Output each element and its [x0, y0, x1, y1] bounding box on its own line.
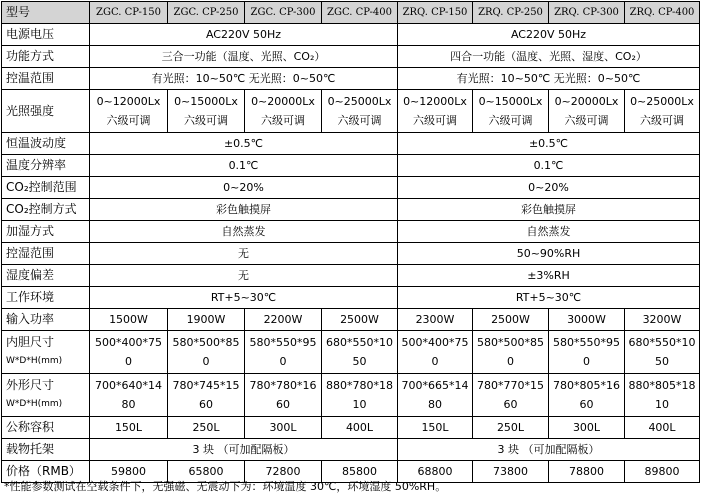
cell-capacity: 300L — [549, 417, 625, 439]
row-label: 载物托架 — [2, 439, 90, 461]
cell-capacity: 150L — [90, 417, 168, 439]
row-label: 公称容积 — [2, 417, 90, 439]
cell-inner-size: 500*400*75 0 — [90, 331, 168, 374]
cell-zrq: ±3%RH — [398, 265, 700, 287]
row-label: CO₂控制方式 — [2, 199, 90, 221]
model-name: ZRQ. CP-150 — [398, 2, 473, 24]
cell-power: 2200W — [245, 309, 322, 331]
cell-inner-size: 580*550*95 0 — [245, 331, 322, 374]
cell-light: 0~25000Lx 六级可调 — [322, 90, 398, 133]
cell-power: 2500W — [322, 309, 398, 331]
row-label: 控温范围 — [2, 68, 90, 90]
cell-zgc: 0.1℃ — [90, 155, 398, 177]
cell-capacity: 400L — [322, 417, 398, 439]
row-outer-size — [2, 374, 700, 417]
row-label: 控湿范围 — [2, 243, 90, 265]
row-label: 光照强度 — [2, 90, 90, 133]
cell-inner-size: 680*550*10 50 — [625, 331, 700, 374]
cell-zgc: 3 块 （可加配隔板） — [90, 439, 398, 461]
cell-zrq: 有光照：10~50℃ 无光照：0~50℃ — [398, 68, 700, 90]
cell-zgc: 自然蒸发 — [90, 221, 398, 243]
cell-light: 0~20000Lx 六级可调 — [245, 90, 322, 133]
cell-power: 3200W — [625, 309, 700, 331]
cell-light: 0~12000Lx 六级可调 — [398, 90, 473, 133]
row-label: 内胆尺寸 W*D*H(mm) — [2, 331, 90, 374]
row-light-intensity — [2, 90, 700, 133]
header-row — [2, 2, 700, 24]
row-co2-range — [2, 177, 700, 199]
row-capacity — [2, 417, 700, 439]
row-environment — [2, 287, 700, 309]
model-name: ZGC. CP-400 — [322, 2, 398, 24]
row-humidity-range — [2, 243, 700, 265]
model-name: ZRQ. CP-400 — [625, 2, 700, 24]
cell-power: 2300W — [398, 309, 473, 331]
row-label: 加湿方式 — [2, 221, 90, 243]
row-label: CO₂控制范围 — [2, 177, 90, 199]
cell-zgc: ±0.5℃ — [90, 133, 398, 155]
cell-power: 1500W — [90, 309, 168, 331]
cell-capacity: 250L — [473, 417, 549, 439]
cell-zgc: 无 — [90, 243, 398, 265]
cell-zrq: 0.1℃ — [398, 155, 700, 177]
cell-inner-size: 580*550*95 0 — [549, 331, 625, 374]
cell-price: 68800 — [398, 461, 473, 483]
row-label: 外形尺寸 W*D*H(mm) — [2, 374, 90, 417]
cell-zrq: ±0.5℃ — [398, 133, 700, 155]
row-label: 温度分辨率 — [2, 155, 90, 177]
cell-zrq: 自然蒸发 — [398, 221, 700, 243]
row-label: 工作环境 — [2, 287, 90, 309]
cell-outer-size: 880*805*18 10 — [625, 374, 700, 417]
model-name: ZGC. CP-150 — [90, 2, 168, 24]
cell-zgc: AC220V 50Hz — [90, 24, 398, 46]
row-function — [2, 46, 700, 68]
cell-zrq: 四合一功能（温度、光照、湿度、CO₂） — [398, 46, 700, 68]
cell-price: 59800 — [90, 461, 168, 483]
row-co2-control — [2, 199, 700, 221]
cell-inner-size: 580*500*85 0 — [473, 331, 549, 374]
cell-inner-size: 580*500*85 0 — [168, 331, 245, 374]
cell-inner-size: 500*400*75 0 — [398, 331, 473, 374]
cell-price: 65800 — [168, 461, 245, 483]
row-humidity-deviation — [2, 265, 700, 287]
cell-price: 85800 — [322, 461, 398, 483]
row-power-supply — [2, 24, 700, 46]
cell-power: 1900W — [168, 309, 245, 331]
row-label: 恒温波动度 — [2, 133, 90, 155]
model-name: ZRQ. CP-250 — [473, 2, 549, 24]
cell-light: 0~25000Lx 六级可调 — [625, 90, 700, 133]
cell-outer-size: 700*640*14 80 — [90, 374, 168, 417]
row-input-power — [2, 309, 700, 331]
cell-power: 2500W — [473, 309, 549, 331]
cell-capacity: 250L — [168, 417, 245, 439]
cell-outer-size: 780*805*16 60 — [549, 374, 625, 417]
row-inner-size — [2, 331, 700, 374]
spec-table — [1, 1, 700, 483]
cell-light: 0~15000Lx 六级可调 — [168, 90, 245, 133]
cell-capacity: 300L — [245, 417, 322, 439]
row-temp-resolution — [2, 155, 700, 177]
cell-zrq: 0~20% — [398, 177, 700, 199]
cell-zgc: RT+5~30℃ — [90, 287, 398, 309]
cell-light: 0~20000Lx 六级可调 — [549, 90, 625, 133]
cell-capacity: 150L — [398, 417, 473, 439]
cell-outer-size: 780*780*16 60 — [245, 374, 322, 417]
row-label: 电源电压 — [2, 24, 90, 46]
cell-price: 73800 — [473, 461, 549, 483]
row-label: 湿度偏差 — [2, 265, 90, 287]
cell-power: 3000W — [549, 309, 625, 331]
cell-zrq: AC220V 50Hz — [398, 24, 700, 46]
footnote: *性能参数测试在空载条件下，无强磁、无震动下为：环境温度 30℃，环境湿度 50%RH。 — [4, 480, 447, 493]
row-label: 功能方式 — [2, 46, 90, 68]
cell-light: 0~12000Lx 六级可调 — [90, 90, 168, 133]
cell-outer-size: 780*770*15 60 — [473, 374, 549, 417]
cell-zgc: 有光照：10~50℃ 无光照：0~50℃ — [90, 68, 398, 90]
row-temp-range — [2, 68, 700, 90]
cell-zgc: 三合一功能（温度、光照、CO₂） — [90, 46, 398, 68]
model-name: ZGC. CP-300 — [245, 2, 322, 24]
row-shelves — [2, 439, 700, 461]
cell-zgc: 无 — [90, 265, 398, 287]
header-label: 型号 — [2, 2, 90, 24]
cell-zrq: RT+5~30℃ — [398, 287, 700, 309]
cell-capacity: 400L — [625, 417, 700, 439]
cell-price: 72800 — [245, 461, 322, 483]
row-humidify-method — [2, 221, 700, 243]
cell-inner-size: 680*550*10 50 — [322, 331, 398, 374]
model-name: ZRQ. CP-300 — [549, 2, 625, 24]
cell-zgc: 彩色触摸屏 — [90, 199, 398, 221]
cell-price: 78800 — [549, 461, 625, 483]
cell-light: 0~15000Lx 六级可调 — [473, 90, 549, 133]
cell-zrq: 3 块 （可加配隔板） — [398, 439, 700, 461]
cell-zrq: 彩色触摸屏 — [398, 199, 700, 221]
cell-outer-size: 780*745*15 60 — [168, 374, 245, 417]
row-label: 输入功率 — [2, 309, 90, 331]
row-label: 价格（RMB） — [2, 461, 90, 483]
cell-price: 89800 — [625, 461, 700, 483]
cell-zgc: 0~20% — [90, 177, 398, 199]
cell-zrq: 50~90%RH — [398, 243, 700, 265]
row-temp-fluctuation — [2, 133, 700, 155]
cell-outer-size: 700*665*14 80 — [398, 374, 473, 417]
cell-outer-size: 880*780*18 10 — [322, 374, 398, 417]
model-name: ZGC. CP-250 — [168, 2, 245, 24]
